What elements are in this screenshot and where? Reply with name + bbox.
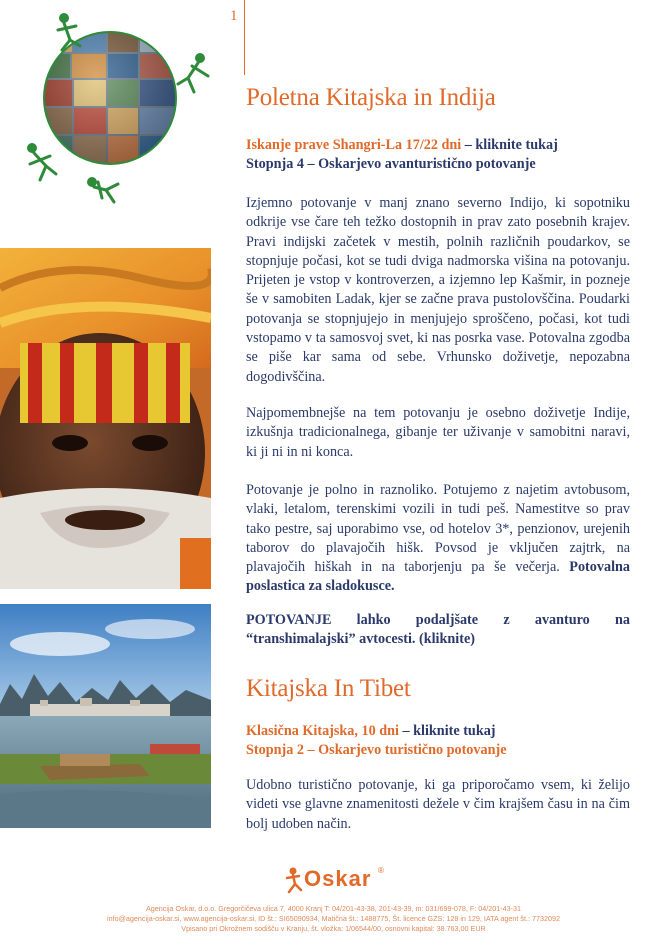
section-title-china-tibet: Kitajska In Tibet <box>246 675 411 702</box>
section1-paragraph-2: Najpomembnejše na tem potovanju je osebno doživetje Indije, izkušnja tradicionalnega, gibanje ter uživanje v samobitni naravi, ki ji ni in ni konca. <box>246 405 630 460</box>
globe-photo-collage-icon <box>10 6 225 206</box>
divider-line <box>244 0 245 75</box>
extension-link[interactable] <box>246 611 630 650</box>
page-number: 1 <box>230 8 238 24</box>
trip-stage: Stopnja 2 – Oskarjevo turistično potovanje <box>246 742 507 758</box>
registered-mark: ® <box>378 866 384 875</box>
trip-heading-shangri-la <box>246 136 630 174</box>
section1-paragraph-3 <box>246 481 630 597</box>
oskar-logo-text: Oskar <box>304 866 372 891</box>
section-title-china-india: Poletna Kitajska in Indija <box>246 84 496 111</box>
sadhu-painted-face-photo <box>0 248 211 589</box>
extension-rest: lahko podaljšate z avanturo na “transhimalajski” avtocesti. (kliknite) <box>246 612 630 648</box>
footer-line-1: Agencija Oskar, d.o.o. Gregorčičeva ulica 7, 4000 Kranj T: 04/201-43-38, 201-43-39, m: 031/699-078, F: 04/201-43-31 <box>145 904 522 913</box>
section1-paragraph-1: Izjemno potovanje v manj znano severno Indijo, ki sopotniku odkrije vse čare teh težko dostopnih in prav zato posebnih krajev. Pravi indijski začetek v mestih, polnih različnih poudarkov, se stopnjuje počasi, kot se tudi dviga nadmorska višina na potovanju. Prijeten je vstop v kontroverzen, a izjemno lep Kašmir, in pozneje še v samobiten Ladak, kjer se začne prava pustolovščina. Poudarki potovanja se stopnjujejo in menjujejo sproščeno, počasi, kot tudi vstopamo v ta samosvoj svet, ki nas posrka vase. Potovalna zgodba se piše kar sama od sebe. Vrhunsko doživetje, nepozabna dogodivščina. <box>246 195 630 385</box>
trip-stage: Stopnja 4 – Oskarjevo avanturistično potovanje <box>246 156 536 172</box>
trip-name: Iskanje prave Shangri-La 17/22 dni <box>246 137 462 153</box>
trip-link[interactable]: – kliknite tukaj <box>398 723 496 739</box>
paragraph-3-text: Potovanje je polno in raznoliko. Potujemo z najetim avtobusom, vlaki, letalom, terenskimi vozili in tudi peš. Namestitve so prav tako pestre, saj uporabimo vse, od hotelov 3*, penzionov, urejenih taborov do plavajočih hišk. Povsod je vključen zajtrk, na plavajočih hiškah in na taborjenju pa še večerja. <box>246 482 630 576</box>
trip-link[interactable]: – kliknite tukaj <box>461 137 558 153</box>
li-river-karst-mountains-photo <box>0 604 211 828</box>
trip-name: Klasična Kitajska, 10 dni <box>246 723 399 739</box>
trip-heading-classic-china <box>246 722 630 760</box>
extension-bold: POTOVANJE <box>246 612 332 628</box>
paragraph-3-bold: Potovalna poslastica za sladokusce. <box>246 559 630 595</box>
footer-line-2: info@agencija-oskar.si, www.agencija-oskar.si, ID št.: SI65090934, Matična št.: 1488775, Št. licence GZS: 128 in 129, IATA agent št.: 7732092 <box>107 914 560 923</box>
section2-paragraph-1: Udobno turistično potovanje, ki ga priporočamo vsem, ki želijo videti vse glavne znamenitosti dežele v čim krajšem času in na čim bolj udoben način. <box>246 777 630 832</box>
footer-line-3: Vpisano pri Okrožnem sodišču v Kranju, št. vložka: 1/06544/00, osnovni kapital: 38.763,00 EUR <box>181 924 486 933</box>
